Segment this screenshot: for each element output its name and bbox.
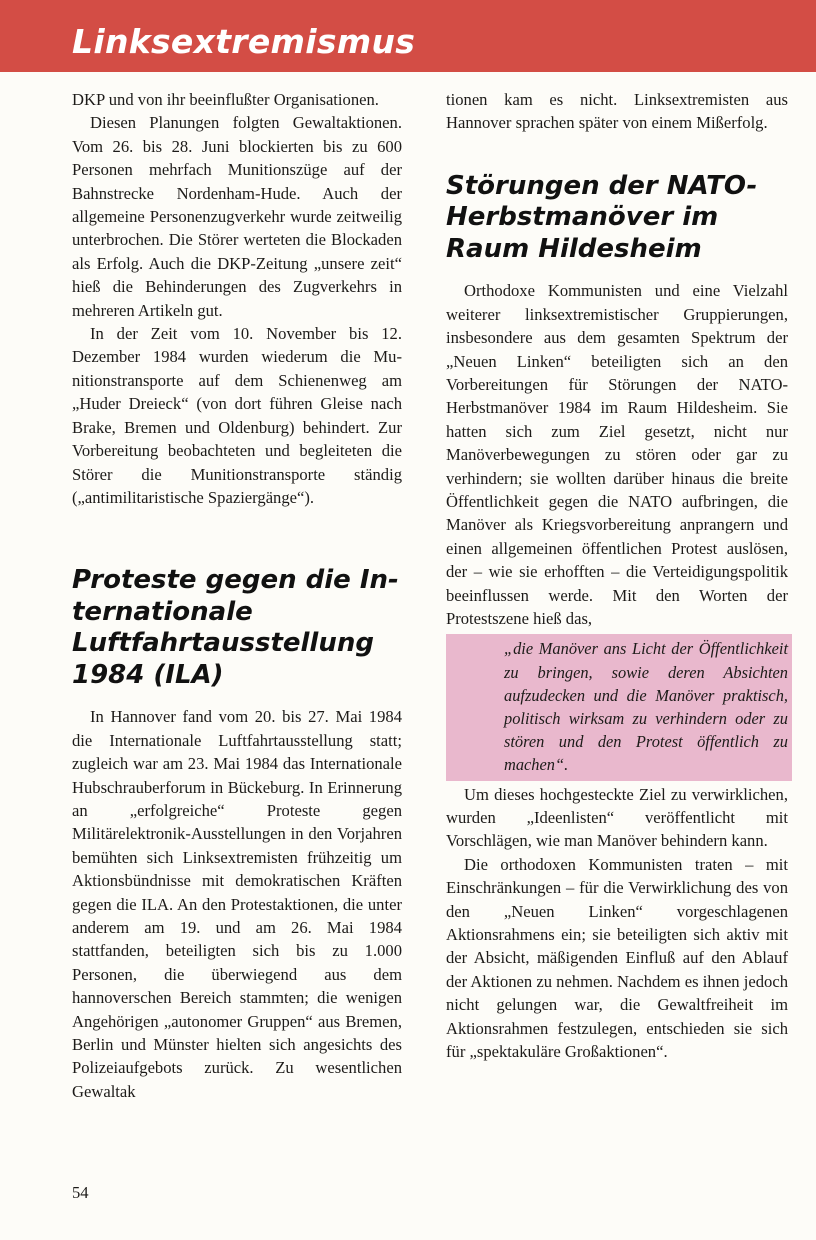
paragraph: Um dieses hochgesteckte Ziel zu verwirklichen, wurden „Ideenlisten“ veröffentlicht mit Vorschlägen, wie man Manöver behindern kann.	[446, 784, 788, 851]
left-column	[72, 88, 402, 1103]
paragraph: In der Zeit vom 10. November bis 12. Dezember 1984 wurden wiederum die Munitionstransporte auf dem Schienenweg am „Huder Dreieck“ (von dort führen Gleise nach Brake, Bremen und Oldenburg) behindert. Zur Vorbereitung beobachteten und begleiteten die Störer die Munitionstransporte ständig („antimilitaristische Spaziergänge“).	[72, 324, 402, 507]
page-number: 54	[72, 1183, 89, 1202]
highlighted-quote: „die Manöver ans Licht der Öffentlichkeit zu bringen, sowie deren Absichten aufzudecken und die Manöver praktisch, politisch wirksam zu verhindern oder zu stören und den Protest öffentlich zu machen“.	[446, 634, 792, 780]
paragraph: Orthodoxe Kommunisten und eine Vielzahl weiterer linksextremistischer Gruppierungen, insbesondere aus dem gesamten Spektrum der „Neuen Linken“ beteiligten sich an den Vorbereitungen für Störungen der NATO-Herbstmanöver 1984 im Raum Hildesheim. Sie hatten sich zum Ziel gesetzt, nicht nur Manöverbewegungen zu stören oder gar zu verhindern; sie wollten darüber hinaus die breite Öffentlichkeit gegen die NATO aufbringen, die Manöver als Kriegsvorbereitung anprangern und einen allgemeinen öffentlichen Protest auslösen, der – wie sie erhofften – die Verteidigungspolitik beeinflussen werde. Mit den Worten der Protestszene hieß das,	[446, 281, 788, 628]
continuation-text: DKP und von ihr beeinflußter Organisationen.	[72, 90, 379, 109]
paragraph: Die orthodoxen Kommunisten traten – mit Einschränkungen – für die Verwirklichung des von den „Neuen Linken“ vorgeschlagenen Aktionsrahmens ein; sie beteiligten sich aktiv mit der Absicht, mäßigenden Einfluß auf den Ablauf der Aktionen zu nehmen. Nachdem es ihnen jedoch nicht gelungen war, die Gewaltfreiheit im Aktionsrahmen festzulegen, entschieden sie sich für „spektakuläre Großaktionen“.	[446, 854, 788, 1062]
paragraph: In Hannover fand vom 20. bis 27. Mai 1984 die Internationale Luftfahrtausstellung statt; zugleich war am 23. Mai 1984 das Internationale Hubschrauberforum in Bückeburg. In Erinnerung an „erfolgreiche“ Proteste gegen Militärelektronik-Ausstellungen in den Vorjahren bemühten sich Linksextremisten frühzeitig um Aktionsbündnisse mit demokratischen Kräften gegen die ILA. An den Protestaktionen, die unter anderem am 19. und am 26. Mai 1984 stattfanden, beteiligten sich bis zu 1.000 Personen, die überwiegend aus dem hannoverschen Bereich stammten; die wenigen Angehörigen „autonomer Gruppen“ aus Bremen, Berlin und Münster hielten sich angesichts des Polizeiaufgebots zurück. Zu wesentlichen Gewaltak	[72, 707, 402, 1101]
section-heading-ila: Proteste gegen die Internationale Luftfahrtausstellung 1984 (ILA)	[72, 565, 399, 690]
paragraph: Diesen Planungen folgten Gewaltaktionen. Vom 26. bis 28. Juni blockierten bis zu 600 Personen mehrfach Munitionszüge auf der Bahnstrecke Nordenham-Hude. Auch der allgemeine Personenzugverkehr wurde zeitweilig unterbrochen. Die Störer werteten die Blockaden als Erfolg. Auch die DKP-Zeitung „unsere zeit“ hieß die Behinderungen des Zugverkehrs in mehreren Artikeln gut.	[72, 113, 402, 320]
section-heading-nato: Störungen der NATO-Herbstmanöver im Raum Hildesheim	[446, 170, 758, 264]
continuation-text: tionen kam es nicht. Linksextremisten aus Hannover sprachen später von einem Mißerfolg.	[446, 90, 788, 133]
right-column	[446, 88, 788, 1064]
header-title: Linksextremismus	[72, 22, 416, 61]
